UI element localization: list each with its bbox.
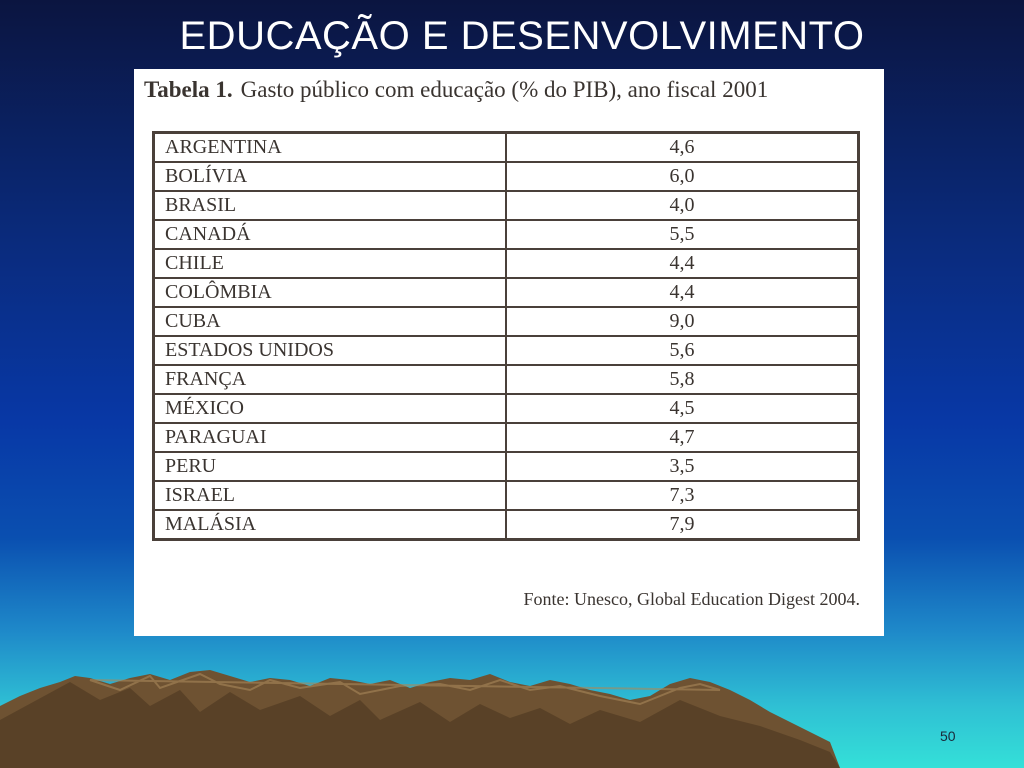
slide-title: EDUCAÇÃO E DESENVOLVIMENTO — [179, 14, 865, 58]
table-row — [154, 307, 859, 336]
value-cell: 4,5 — [506, 394, 859, 423]
country-cell: ISRAEL — [154, 481, 507, 510]
slide-number: 50 — [940, 728, 956, 744]
value-cell: 7,3 — [506, 481, 859, 510]
value-cell: 7,9 — [506, 510, 859, 540]
table-caption-text: Gasto público com educação (% do PIB), ano fiscal 2001 — [240, 77, 769, 102]
table-row — [154, 191, 859, 220]
country-cell: ESTADOS UNIDOS — [154, 336, 507, 365]
country-cell: CUBA — [154, 307, 507, 336]
table-row — [154, 481, 859, 510]
country-cell: FRANÇA — [154, 365, 507, 394]
table-row — [154, 249, 859, 278]
value-cell: 4,4 — [506, 278, 859, 307]
value-cell: 6,0 — [506, 162, 859, 191]
table-row — [154, 336, 859, 365]
country-cell: PERU — [154, 452, 507, 481]
value-cell: 3,5 — [506, 452, 859, 481]
country-cell: MÉXICO — [154, 394, 507, 423]
value-cell: 9,0 — [506, 307, 859, 336]
value-cell: 4,0 — [506, 191, 859, 220]
data-table — [152, 131, 860, 541]
value-cell: 5,8 — [506, 365, 859, 394]
table-row — [154, 394, 859, 423]
table-row — [154, 278, 859, 307]
table-caption-lead: Tabela 1. — [144, 77, 233, 102]
table-image — [134, 69, 884, 636]
table-caption — [144, 77, 874, 103]
table-row — [154, 162, 859, 191]
table-row — [154, 133, 859, 163]
mountain-landscape — [0, 660, 1024, 768]
country-cell: PARAGUAI — [154, 423, 507, 452]
country-cell: ARGENTINA — [154, 133, 507, 163]
table-row — [154, 365, 859, 394]
country-cell: BRASIL — [154, 191, 507, 220]
value-cell: 4,7 — [506, 423, 859, 452]
country-cell: COLÔMBIA — [154, 278, 507, 307]
country-cell: MALÁSIA — [154, 510, 507, 540]
country-cell: CANADÁ — [154, 220, 507, 249]
value-cell: 5,5 — [506, 220, 859, 249]
table-row — [154, 423, 859, 452]
value-cell: 5,6 — [506, 336, 859, 365]
table-row — [154, 510, 859, 540]
value-cell: 4,4 — [506, 249, 859, 278]
table-row — [154, 220, 859, 249]
value-cell: 4,6 — [506, 133, 859, 163]
country-cell: CHILE — [154, 249, 507, 278]
table-row — [154, 452, 859, 481]
country-cell: BOLÍVIA — [154, 162, 507, 191]
table-source: Fonte: Unesco, Global Education Digest 2004. — [523, 589, 860, 609]
